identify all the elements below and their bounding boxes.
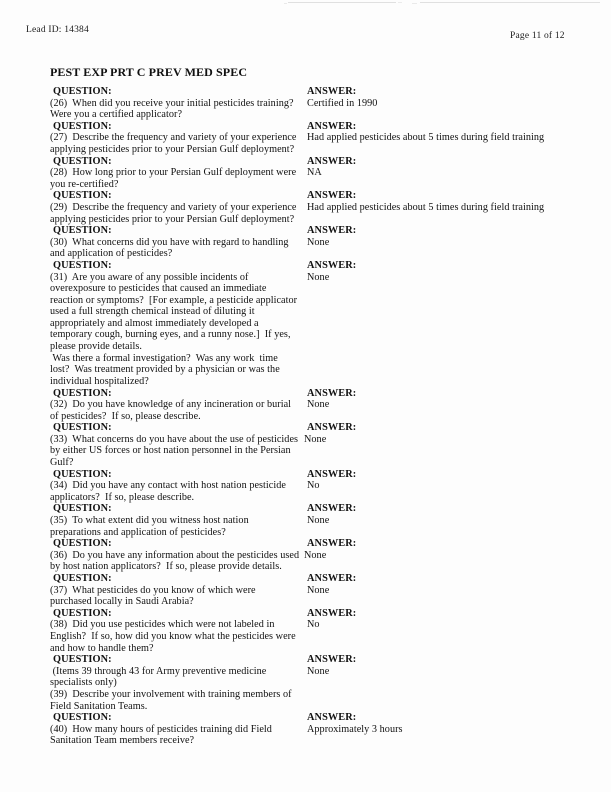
question-answer-list: [0, 86, 611, 747]
question-text: [50, 98, 312, 121]
qa-body-row: [0, 434, 611, 469]
question-line: (33) What concerns do you have about the use of pesticides: [50, 433, 299, 445]
answer-label: ANSWER:: [307, 387, 357, 399]
answer-label: ANSWER:: [307, 538, 357, 550]
qa-block: [0, 712, 611, 747]
question-line: and how to handle them?: [50, 642, 154, 654]
question-line: (38) Did you use pesticides which were not labeled in: [50, 619, 275, 631]
answer-text: None: [307, 584, 330, 596]
question-label: QUESTION:: [53, 468, 112, 480]
question-line: (40) How many hours of pesticides training did Field: [50, 723, 272, 735]
qa-body-row: [0, 619, 611, 654]
question-line: (29) Describe the frequency and variety of your experience: [50, 201, 297, 213]
qa-body-row: [0, 399, 611, 422]
answer-text: None: [307, 399, 330, 411]
qa-block: [0, 469, 611, 504]
question-line: Was there a formal investigation? Was any work time: [50, 352, 278, 364]
question-line: Sanitation Team members receive?: [50, 735, 195, 747]
question-line: Field Sanitation Teams.: [50, 700, 148, 712]
question-label: QUESTION:: [53, 120, 112, 132]
qa-block: [0, 573, 611, 608]
question-label: QUESTION:: [53, 503, 112, 515]
answer-text: None: [304, 433, 327, 445]
question-label: QUESTION:: [53, 190, 112, 202]
answer-text: None: [307, 515, 330, 527]
question-label: QUESTION:: [53, 712, 112, 724]
question-line: of pesticides? If so, please describe.: [50, 410, 201, 422]
qa-block: [0, 608, 611, 654]
qa-block: [0, 260, 611, 388]
question-line: applying pesticides prior to your Persian Gulf deployment?: [50, 213, 295, 225]
qa-body-row: [0, 237, 611, 260]
answer-label: ANSWER:: [307, 654, 357, 666]
question-text: [50, 585, 312, 608]
question-line: (35) To what extent did you witness host nation: [50, 515, 249, 527]
answer-text: Approximately 3 hours: [307, 723, 403, 735]
question-line: appropriately and almost immediately developed a: [50, 317, 259, 329]
qa-body-row: [0, 666, 611, 712]
qa-label-row: [0, 388, 611, 400]
answer-text: None: [307, 665, 330, 677]
answer-label: ANSWER:: [307, 573, 357, 585]
answer-text: No: [307, 480, 320, 492]
question-line: specialists only): [50, 677, 117, 689]
question-line: English? If so, how did you know what the pesticides were: [50, 630, 296, 642]
qa-block: [0, 156, 611, 191]
answer-label: ANSWER:: [307, 607, 357, 619]
answer-label: ANSWER:: [307, 120, 357, 132]
question-line: Gulf?: [50, 457, 74, 469]
question-label: QUESTION:: [53, 538, 112, 550]
question-line: (27) Describe the frequency and variety of your experience: [50, 132, 297, 144]
scan-artifact-line: [420, 2, 600, 3]
qa-label-row: [0, 503, 611, 515]
qa-block: [0, 388, 611, 423]
answer-label: ANSWER:: [307, 468, 357, 480]
question-label: QUESTION:: [53, 573, 112, 585]
question-line: you re-certified?: [50, 178, 119, 190]
question-line: Were you a certified applicator?: [50, 109, 183, 121]
question-line: purchased locally in Saudi Arabia?: [50, 596, 194, 608]
scan-artifact-line: [288, 2, 396, 3]
question-label: QUESTION:: [53, 654, 112, 666]
answer-text: None: [304, 549, 327, 561]
question-text: [50, 724, 312, 747]
question-line: (36) Do you have any information about the pesticides used: [50, 549, 300, 561]
question-line: preparations and application of pesticides?: [50, 526, 226, 538]
question-line: overexposure to pesticides that caused an immediate: [50, 283, 267, 295]
qa-block: [0, 190, 611, 225]
question-line: individual hospitalized?: [50, 375, 149, 387]
answer-label: ANSWER:: [307, 155, 357, 167]
qa-label-row: [0, 190, 611, 202]
answer-label: ANSWER:: [307, 190, 357, 202]
answer-text: NA: [307, 167, 322, 179]
question-line: by either US forces or host nation personnel in the Persian: [50, 445, 291, 457]
qa-body-row: [0, 167, 611, 190]
question-label: QUESTION:: [53, 259, 112, 271]
answer-label: ANSWER:: [307, 503, 357, 515]
qa-block: [0, 503, 611, 538]
qa-block: [0, 121, 611, 156]
question-text: [50, 515, 312, 538]
question-label: QUESTION:: [53, 387, 112, 399]
question-line: reaction or symptoms? [For example, a pesticide applicator: [50, 294, 298, 306]
qa-label-row: [0, 422, 611, 434]
qa-block: [0, 86, 611, 121]
qa-body-row: [0, 515, 611, 538]
qa-body-row: [0, 724, 611, 747]
question-label: QUESTION:: [53, 225, 112, 237]
answer-text: Had applied pesticides about 5 times during field training: [307, 201, 545, 213]
answer-label: ANSWER:: [307, 712, 357, 724]
lead-id: Lead ID: 14384: [26, 25, 89, 35]
question-text: [50, 399, 312, 422]
question-line: applicators? If so, please describe.: [50, 491, 195, 503]
qa-body-row: [0, 585, 611, 608]
qa-label-row: [0, 156, 611, 168]
qa-block: [0, 422, 611, 468]
page-title: PEST EXP PRT C PREV MED SPEC: [50, 65, 248, 79]
qa-block: [0, 654, 611, 712]
question-label: QUESTION:: [53, 607, 112, 619]
answer-label: ANSWER:: [307, 225, 357, 237]
qa-label-row: [0, 538, 611, 550]
answer-label: ANSWER:: [307, 422, 357, 434]
qa-body-row: [0, 98, 611, 121]
question-text: [50, 237, 312, 260]
question-line: (32) Do you have knowledge of any incineration or burial: [50, 399, 292, 411]
qa-body-row: [0, 132, 611, 155]
question-label: QUESTION:: [53, 422, 112, 434]
question-line: lost? Was treatment provided by a physician or was the: [50, 364, 280, 376]
qa-label-row: [0, 654, 611, 666]
answer-text: No: [307, 619, 320, 631]
answer-label: ANSWER:: [307, 259, 357, 271]
question-line: applying pesticides prior to your Persian Gulf deployment?: [50, 143, 295, 155]
question-line: and application of pesticides?: [50, 248, 173, 260]
question-text: [50, 132, 312, 155]
question-line: by host nation applicators? If so, please provide details.: [50, 561, 282, 573]
question-line: (31) Are you aware of any possible incidents of: [50, 271, 249, 283]
question-text: [50, 550, 312, 573]
question-line: used a full strength chemical instead of diluting it: [50, 306, 255, 318]
page-number: Page 11 of 12: [510, 31, 565, 41]
question-line: (26) When did you receive your initial pesticides training?: [50, 97, 294, 109]
question-line: temporary cough, burning eyes, and a runny nose.] If yes,: [50, 329, 291, 341]
question-text: [50, 619, 312, 654]
question-line: (Items 39 through 43 for Army preventive medicine: [50, 665, 267, 677]
qa-label-row: [0, 712, 611, 724]
qa-label-row: [0, 260, 611, 272]
question-line: (30) What concerns did you have with regard to handling: [50, 236, 289, 248]
answer-text: None: [307, 236, 330, 248]
question-text: [50, 666, 312, 712]
qa-body-row: [0, 272, 611, 388]
qa-body-row: [0, 480, 611, 503]
question-line: (39) Describe your involvement with training members of: [50, 688, 292, 700]
answer-text: None: [307, 271, 330, 283]
qa-label-row: [0, 121, 611, 133]
question-label: QUESTION:: [53, 155, 112, 167]
qa-label-row: [0, 469, 611, 481]
answer-label: ANSWER:: [307, 86, 357, 97]
question-text: [50, 202, 312, 225]
scan-artifact-line: [398, 2, 402, 3]
qa-block: [0, 538, 611, 573]
answer-text: Certified in 1990: [307, 97, 378, 109]
question-line: (28) How long prior to your Persian Gulf deployment were: [50, 167, 297, 179]
qa-body-row: [0, 202, 611, 225]
question-line: (34) Did you have any contact with host nation pesticide: [50, 480, 286, 492]
qa-label-row: [0, 86, 611, 98]
question-text: [50, 480, 312, 503]
qa-label-row: [0, 608, 611, 620]
scan-artifact-line: [412, 3, 417, 4]
qa-label-row: [0, 225, 611, 237]
scan-artifact-line: [284, 3, 287, 4]
qa-body-row: [0, 550, 611, 573]
qa-label-row: [0, 573, 611, 585]
question-line: please provide details.: [50, 341, 142, 353]
question-line: (37) What pesticides do you know of which were: [50, 584, 256, 596]
qa-block: [0, 225, 611, 260]
answer-text: Had applied pesticides about 5 times during field training: [307, 132, 545, 144]
question-text: [50, 272, 312, 388]
question-text: [50, 167, 312, 190]
question-label: QUESTION:: [53, 86, 112, 97]
question-text: [50, 434, 312, 469]
